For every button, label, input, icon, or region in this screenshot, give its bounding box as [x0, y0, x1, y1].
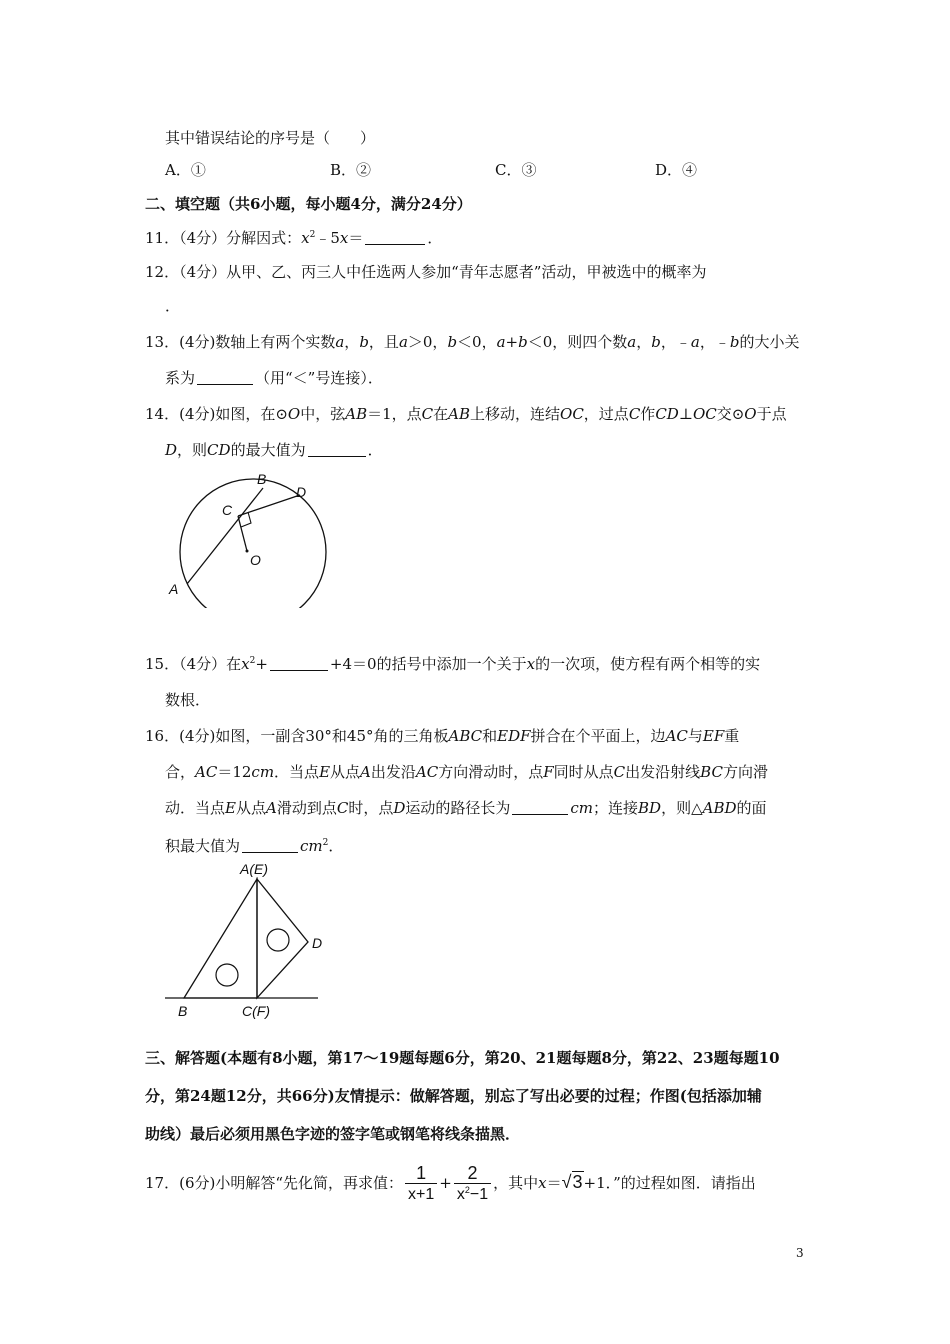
q10-option-a: A．① — [165, 161, 206, 179]
label-d: D — [296, 484, 307, 500]
segment-oc — [238, 516, 247, 551]
label-b: B — [178, 1003, 188, 1019]
label-d: D — [312, 935, 323, 951]
page-number: 3 — [796, 1246, 804, 1260]
q13-line2: 系为 （用“＜”号连接）． — [165, 369, 383, 387]
triangle-hole-1 — [216, 964, 238, 986]
q11: 11．（4分）分解因式：$x^2﹣5x=$ ． — [145, 229, 443, 247]
triangle-hole-2 — [267, 929, 289, 951]
q14-line2: D，则CD的最大值为 ． — [165, 441, 383, 459]
segment-cd — [238, 495, 300, 516]
triangle-edf — [257, 879, 308, 998]
fraction-2: $\frac{2}{x^2-1}$ — [454, 1163, 491, 1206]
label-c: C — [222, 502, 233, 518]
section3-line2: 分，第24题12分，共66分)友情提示：做解答题，别忘了写出必要的过程；作图(包括添加辅 — [145, 1087, 762, 1105]
q16-answer-blank-1 — [512, 800, 568, 815]
label-a-e: A(E) — [240, 862, 268, 877]
q10-option-c: C．③ — [495, 161, 537, 179]
q16-line3: 动．当点E从点A滑动到点C时，点D运动的路径长为 cm；连接BD，则△ABD的面 — [165, 799, 767, 817]
section3-line1: 三、解答题(本题有8小题，第17～19题每题6分，第20、21题每题8分，第22、23题每题10 — [145, 1049, 780, 1067]
q14-circle-figure — [160, 468, 340, 608]
section2-heading: 二、填空题（共6小题，每小题4分，满分24分） — [145, 195, 472, 213]
q16-answer-blank-2 — [242, 838, 298, 853]
label-c-f: C(F) — [242, 1003, 270, 1019]
q14-answer-blank — [308, 442, 366, 457]
q12-line1: 12．（4分）从甲、乙、丙三人中任选两人参加“青年志愿者”活动，甲被选中的概率为 — [145, 263, 707, 281]
q16-line1: 16．(4分)如图，一副含30°和45°角的三角板ABC和EDF拼合在个平面上，边AC与EF重 — [145, 727, 740, 745]
q13-answer-blank — [197, 370, 253, 385]
label-b: B — [257, 471, 267, 487]
q15-line1: 15．（4分）在$x^2+ +4=0$的括号中添加一个关于x的一次项，使方程有两个相等的实 — [145, 655, 761, 673]
q10-option-b: B．② — [330, 161, 372, 179]
q10-prompt: 其中错误结论的序号是（ ） — [165, 129, 376, 147]
q14-line1: 14．(4分)如图，在⊙O中，弦AB＝1，点C在AB上移动，连结OC，过点C作CD⊥OC交⊙O于点 — [145, 405, 787, 423]
q17-line1: 17．(6分)小明解答“先化简，再求值： $\frac{1}{x+1}$ + $\frac{2}{x^2-1}$ ，其中x＝√3+1．”的过程如图．请指出 — [145, 1158, 756, 1207]
center-point — [246, 550, 249, 553]
q11-answer-blank — [365, 230, 425, 245]
label-a: A — [169, 581, 179, 597]
q15-answer-blank — [270, 656, 328, 671]
q16-triangles-figure — [160, 862, 340, 1027]
q16-line2: 合，AC＝12cm．当点E从点A出发沿AC方向滑动时，点F同时从点C出发沿射线BC方向滑 — [165, 763, 768, 781]
section3-line3: 助线）最后必须用黑色字迹的签字笔或钢笔将线条描黑． — [145, 1125, 521, 1143]
q16-line4: 积最大值为 $cm^2$． — [165, 837, 344, 855]
fraction-1: $\frac{1}{x+1}$ — [405, 1163, 437, 1206]
label-o: O — [250, 552, 261, 568]
q13-line1: 13．(4分)数轴上有两个实数a，b，且a＞0，b＜0，a+b＜0，则四个数a，b，﹣a，﹣b的大小关 — [145, 333, 800, 351]
q12-line2: ． — [165, 297, 181, 315]
q15-line2: 数根． — [165, 691, 211, 709]
sqrt-3: √3 — [561, 1172, 583, 1192]
triangle-abc — [184, 879, 257, 998]
q10-option-d: D．④ — [655, 161, 698, 179]
